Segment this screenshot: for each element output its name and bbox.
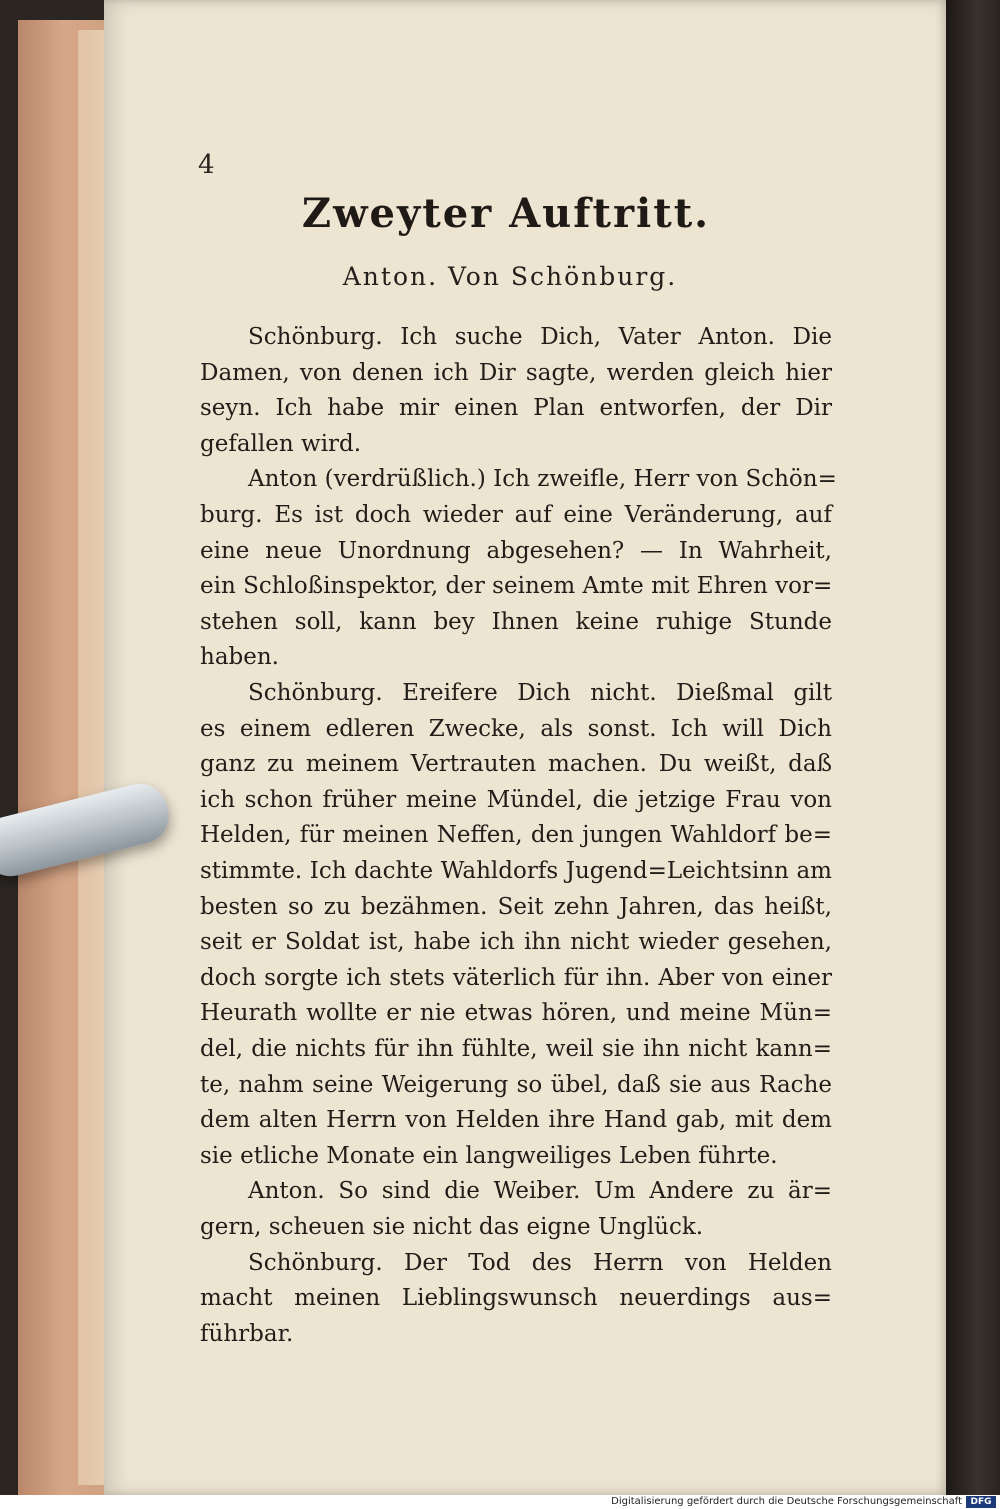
scene-title: Zweyter Auftritt. [301, 190, 711, 237]
text-line: ganz zu meinem Vertrauten machen. Du weißt, daß [200, 751, 832, 778]
text-line: Schönburg. Der Tod des Herrn von Helden [248, 1249, 832, 1276]
text-line: Schönburg. Ich suche Dich, Vater Anton. Die [248, 324, 832, 350]
footer-bar [0, 1495, 1000, 1509]
text-line: te, nahm seine Weigerung so übel, daß sie aus Rache [200, 1071, 832, 1098]
scene-characters: Anton. Von Schönburg. [342, 262, 678, 291]
text-line: Heurath wollte er nie etwas hören, und meine Mün= [200, 1000, 832, 1027]
text-line: führbar. [200, 1320, 294, 1347]
text-line: ich schon früher meine Mündel, die jetzige Frau von [200, 786, 832, 813]
text-line: seit er Soldat ist, habe ich ihn nicht wieder gesehen, [200, 929, 832, 956]
text-line: macht meinen Lieblingswunsch neuerdings aus= [200, 1285, 832, 1312]
text-line: burg. Es ist doch wieder auf eine Veränderung, auf [200, 502, 832, 528]
text-line: doch sorgte ich stets väterlich für ihn. Aber von einer [200, 964, 832, 991]
text-line: Anton. So sind die Weiber. Um Andere zu är= [248, 1178, 832, 1205]
text-line: Damen, von denen ich Dir sagte, werden gleich hier [200, 359, 832, 386]
text-line: haben. [200, 644, 279, 671]
text-line: Schönburg. Ereifere Dich nicht. Dießmal gilt [248, 680, 832, 706]
text-line: es einem edleren Zwecke, als sonst. Ich will Dich [200, 715, 832, 742]
text-line: dem alten Herrn von Helden ihre Hand gab, mit dem [200, 1107, 832, 1134]
text-line: gefallen wird. [200, 430, 362, 457]
text-line: ein Schloßinspektor, der seinem Amte mit Ehren vor= [200, 573, 833, 600]
text-line: Anton (verdrüßlich.) Ich zweifle, Herr von Schön= [248, 466, 837, 493]
text-line: stehen soll, kann bey Ihnen keine ruhige Stunde [200, 608, 832, 635]
text-line: Helden, für meinen Neffen, den jungen Wahldorf be= [200, 822, 832, 849]
dfg-logo: DFG [966, 1496, 996, 1508]
footer-credit: Digitalisierung gefördert durch die Deutsche Forschungsgemeinschaft [611, 1496, 962, 1507]
text-line: seyn. Ich habe mir einen Plan entworfen, der Dir [200, 395, 832, 422]
text-line: gern, scheuen sie nicht das eigne Unglück. [200, 1214, 704, 1240]
text-line: stimmte. Ich dachte Wahldorfs Jugend=Leichtsinn am [200, 858, 832, 884]
text-line: besten so zu bezähmen. Seit zehn Jahren, das heißt, [200, 893, 832, 920]
text-line: del, die nichts für ihn fühlte, weil sie ihn nicht kann= [200, 1036, 832, 1062]
text-line: eine neue Unordnung abgesehen? — In Wahrheit, [200, 537, 832, 564]
page-number: 4 [198, 150, 215, 180]
text-line: sie etliche Monate ein langweiliges Leben führte. [200, 1142, 778, 1169]
